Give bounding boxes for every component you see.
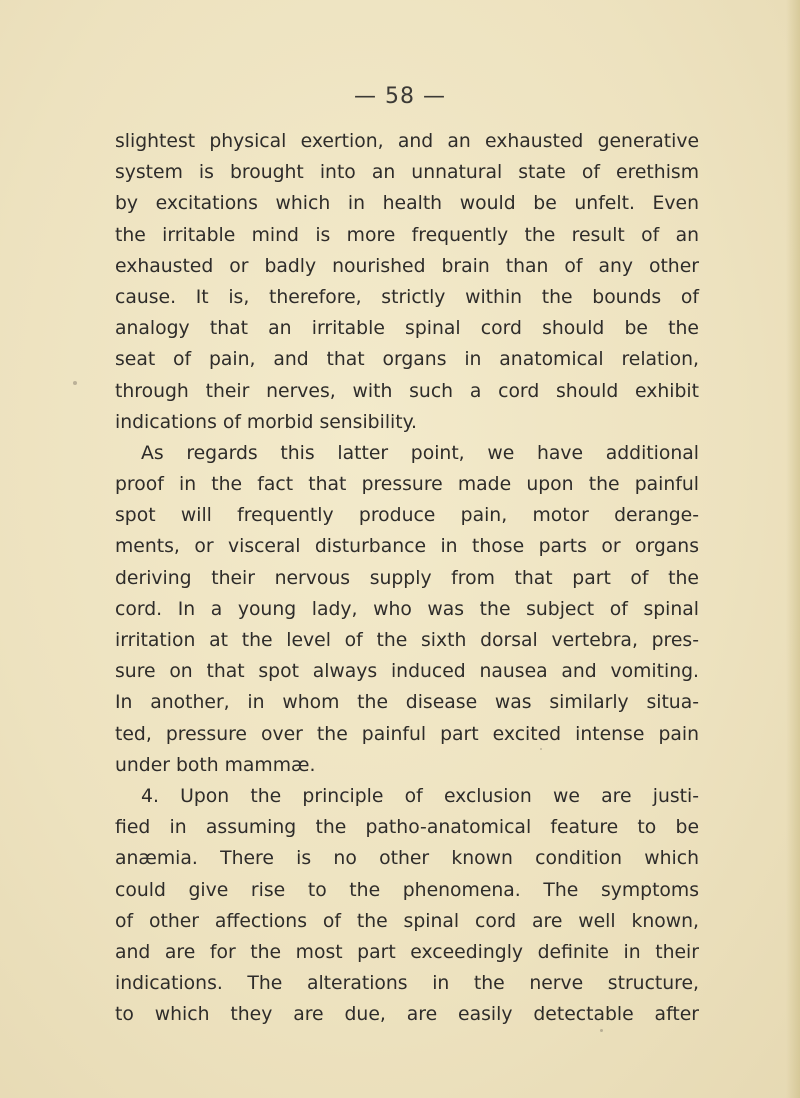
text-line: In another, in whom the disease was similarly situa- [115,692,699,714]
text-line: exhausted or badly nourished brain than of any other [115,255,699,277]
text-line: 4. Upon the principle of exclusion we are justi- [141,785,699,807]
paper-speck [600,1029,603,1032]
text-line: through their nerves, with such a cord should exhibit [115,380,699,402]
text-line: of other affections of the spinal cord are well known, [115,910,699,932]
paper-speck [73,381,77,385]
text-line: As regards this latter point, we have additional [141,442,699,464]
text-line: proof in the fact that pressure made upon the painful [115,474,699,496]
text-line: indications. The alterations in the nerve structure, [115,973,699,995]
text-line: by excitations which in health would be unfelt. Even [115,193,699,215]
text-line: cord. In a young lady, who was the subject of spinal [115,598,699,620]
text-line: sure on that spot always induced nausea and vomiting. [115,661,699,683]
page-edge-shadow [786,0,800,1098]
text-line: ments, or visceral disturbance in those parts or organs [115,536,699,558]
text-line: fied in assuming the patho-anatomical feature to be [115,817,699,839]
page-number: — 58 — [354,84,446,109]
body-text [115,126,699,1030]
text-line: seat of pain, and that organs in anatomical relation, [115,349,699,371]
text-line: spot will frequently produce pain, motor derange- [115,505,699,527]
text-line: irritation at the level of the sixth dorsal vertebra, pres- [115,630,699,651]
text-line: analogy that an irritable spinal cord should be the [115,318,699,340]
text-line: and are for the most part exceedingly definite in their [115,941,699,963]
text-line: indications of morbid sensibility. [115,411,418,433]
text-line: ted, pressure over the painful part excited intense pain [115,723,699,745]
text-line: anæmia. There is no other known condition which [115,848,699,870]
text-line: to which they are due, are easily detectable after [115,1004,699,1026]
text-line: cause. It is, therefore, strictly within the bounds of [115,286,699,308]
text-line: could give rise to the phenomena. The symptoms [115,879,699,901]
paper-speck [540,748,542,750]
text-line: under both mammæ. [115,754,316,776]
text-line: deriving their nervous supply from that part of the [115,567,699,589]
text-line: the irritable mind is more frequently the result of an [115,224,699,246]
text-line: system is brought into an unnatural state of erethism [115,162,699,184]
text-line: slightest physical exertion, and an exhausted generative [115,131,699,152]
